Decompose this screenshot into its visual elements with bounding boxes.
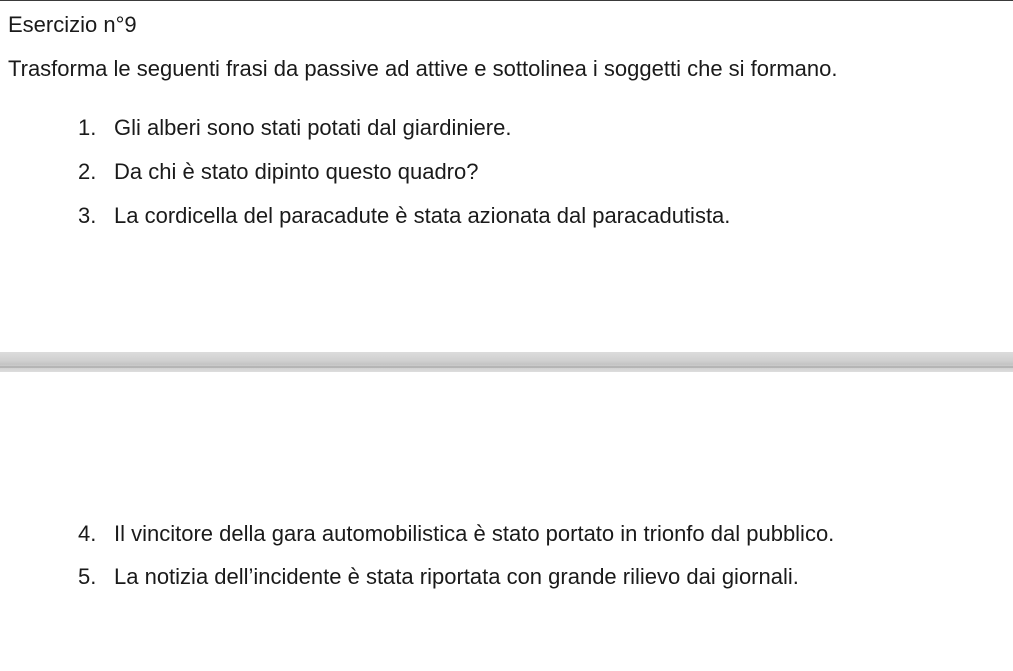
- list-item: [78, 520, 834, 548]
- list-item-text: Il vincitore della gara automobilistica è stato portato in trionfo dal pubblico.: [114, 521, 835, 546]
- list-item: [78, 563, 799, 591]
- list-item-number: 5.: [78, 564, 97, 589]
- page-break-line: [0, 366, 1013, 368]
- list-item-number: 4.: [78, 521, 97, 546]
- list-item: [78, 114, 511, 142]
- list-item-text: Gli alberi sono stati potati dal giardiniere.: [114, 115, 512, 140]
- list-item-number: 1.: [78, 115, 97, 140]
- list-item-text: La cordicella del paracadute è stata azionata dal paracadutista.: [114, 203, 731, 228]
- list-item: [78, 158, 478, 186]
- exercise-instruction: Trasforma le seguenti frasi da passive ad attive e sottolinea i soggetti che si formano.: [8, 56, 838, 81]
- list-item-text: Da chi è stato dipinto questo quadro?: [114, 159, 479, 184]
- page-break: [0, 352, 1013, 372]
- exercise-title: Esercizio n°9: [8, 12, 137, 37]
- list-item: [78, 202, 730, 230]
- list-item-text: La notizia dell’incidente è stata riportata con grande rilievo dai giornali.: [114, 564, 799, 589]
- list-item-number: 2.: [78, 159, 97, 184]
- list-item-number: 3.: [78, 203, 97, 228]
